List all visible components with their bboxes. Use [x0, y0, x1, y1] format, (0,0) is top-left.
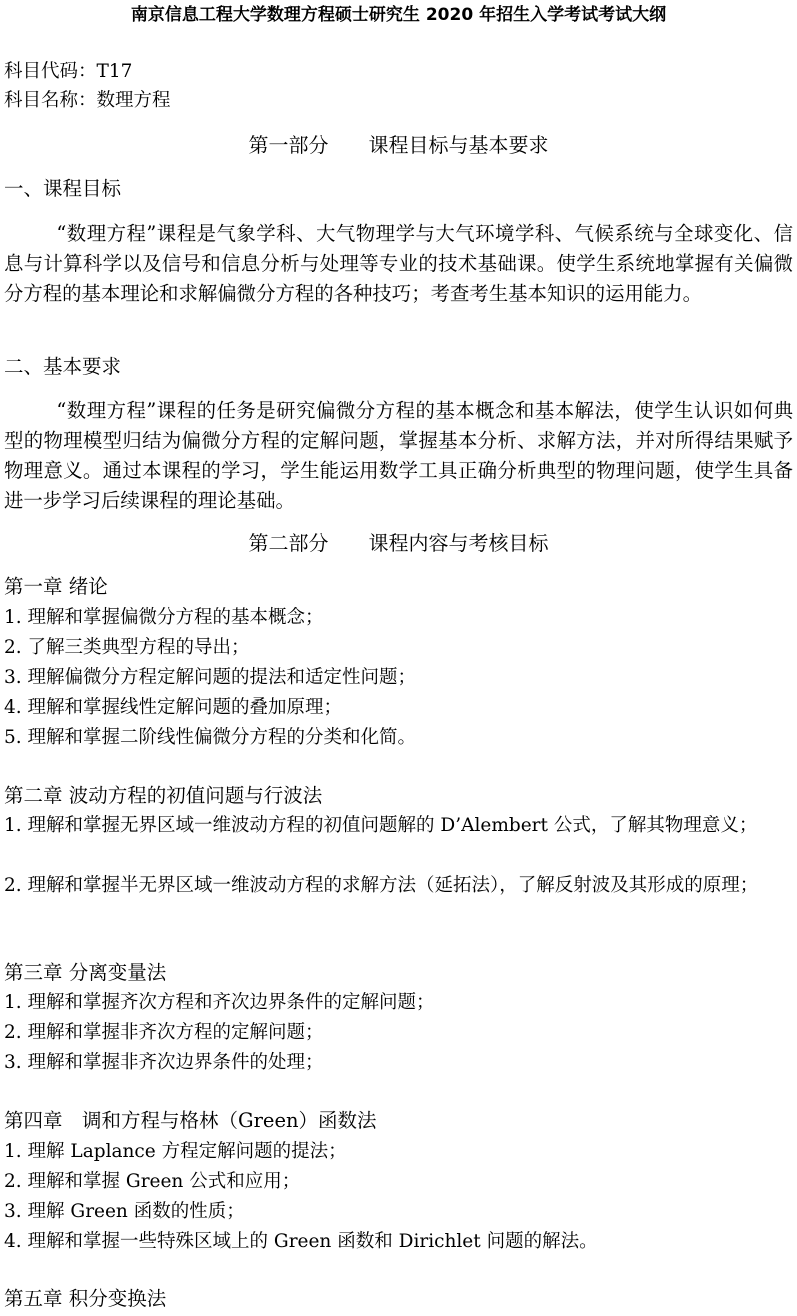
chapter-item: 2. 理解和掌握 Green 公式和应用；	[4, 1171, 301, 1192]
chapter-title: 第二章 波动方程的初值问题与行波法	[4, 784, 323, 807]
chapter-item: 1. 理解 Laplance 方程定解问题的提法；	[4, 1141, 347, 1162]
section-basic-requirements-heading: 二、基本要求	[4, 355, 122, 378]
subject-code: 科目代码：T17	[4, 61, 133, 82]
chapter-item: 2. 了解三类典型方程的导出；	[4, 637, 250, 658]
part-one-heading: 第一部分 课程目标与基本要求	[248, 133, 549, 157]
chapter-item: 1. 理解和掌握偏微分方程的基本概念；	[4, 607, 324, 628]
chapter-item: 3. 理解 Green 函数的性质；	[4, 1201, 245, 1222]
section-course-goals-heading: 一、课程目标	[4, 177, 122, 200]
part-two-heading: 第二部分 课程内容与考核目标	[248, 531, 549, 555]
document-title: 南京信息工程大学数理方程硕士研究生 2020 年招生入学考试考试大纲	[130, 5, 667, 25]
chapter-item: 2. 理解和掌握非齐次方程的定解问题；	[4, 1022, 324, 1043]
chapter-title: 第五章 积分变换法	[4, 1287, 167, 1310]
chapter-item: 4. 理解和掌握线性定解问题的叠加原理；	[4, 697, 343, 718]
section-basic-requirements-text: “数理方程”课程的任务是研究偏微分方程的基本概念和基本解法，使学生认识如何典型的物理模型归结为偏微分方程的定解问题，掌握基本分析、求解方法，并对所得结果赋予物理意义。通过本课程的学习，学生能运用数学工具正确分析典型的物理问题，使学生具备进一步学习后续课程的理论基础。	[4, 399, 793, 512]
chapter-item: 2. 理解和掌握半无界区域一维波动方程的求解方法（延拓法），了解反射波及其形成的原理；	[4, 875, 759, 896]
chapter-item: 3. 理解偏微分方程定解问题的提法和适定性问题；	[4, 667, 417, 688]
chapter-item: 4. 理解和掌握一些特殊区域上的 Green 函数和 Dirichlet 问题的解法。	[4, 1231, 598, 1252]
chapter-item: 1. 理解和掌握齐次方程和齐次边界条件的定解问题；	[4, 992, 435, 1013]
subject-name: 科目名称：数理方程	[4, 90, 171, 111]
chapter-title: 第四章 调和方程与格林（Green）函数法	[4, 1109, 377, 1132]
chapter-item: 3. 理解和掌握非齐次边界条件的处理；	[4, 1052, 324, 1073]
chapter-item: 5. 理解和掌握二阶线性偏微分方程的分类和化简。	[4, 727, 417, 748]
section-course-goals-text: “数理方程”课程是气象学科、大气物理学与大气环境学科、气候系统与全球变化、信息与计算科学以及信号和信息分析与处理等专业的技术基础课。使学生系统地掌握有关偏微分方程的基本理论和求解偏微分方程的各种技巧；考查考生基本知识的运用能力。	[4, 222, 793, 305]
chapter-title: 第三章 分离变量法	[4, 961, 167, 984]
chapter-item: 1. 理解和掌握无界区域一维波动方程的初值问题解的 D’Alembert 公式，了解其物理意义；	[4, 815, 758, 836]
chapter-title: 第一章 绪论	[4, 575, 108, 598]
